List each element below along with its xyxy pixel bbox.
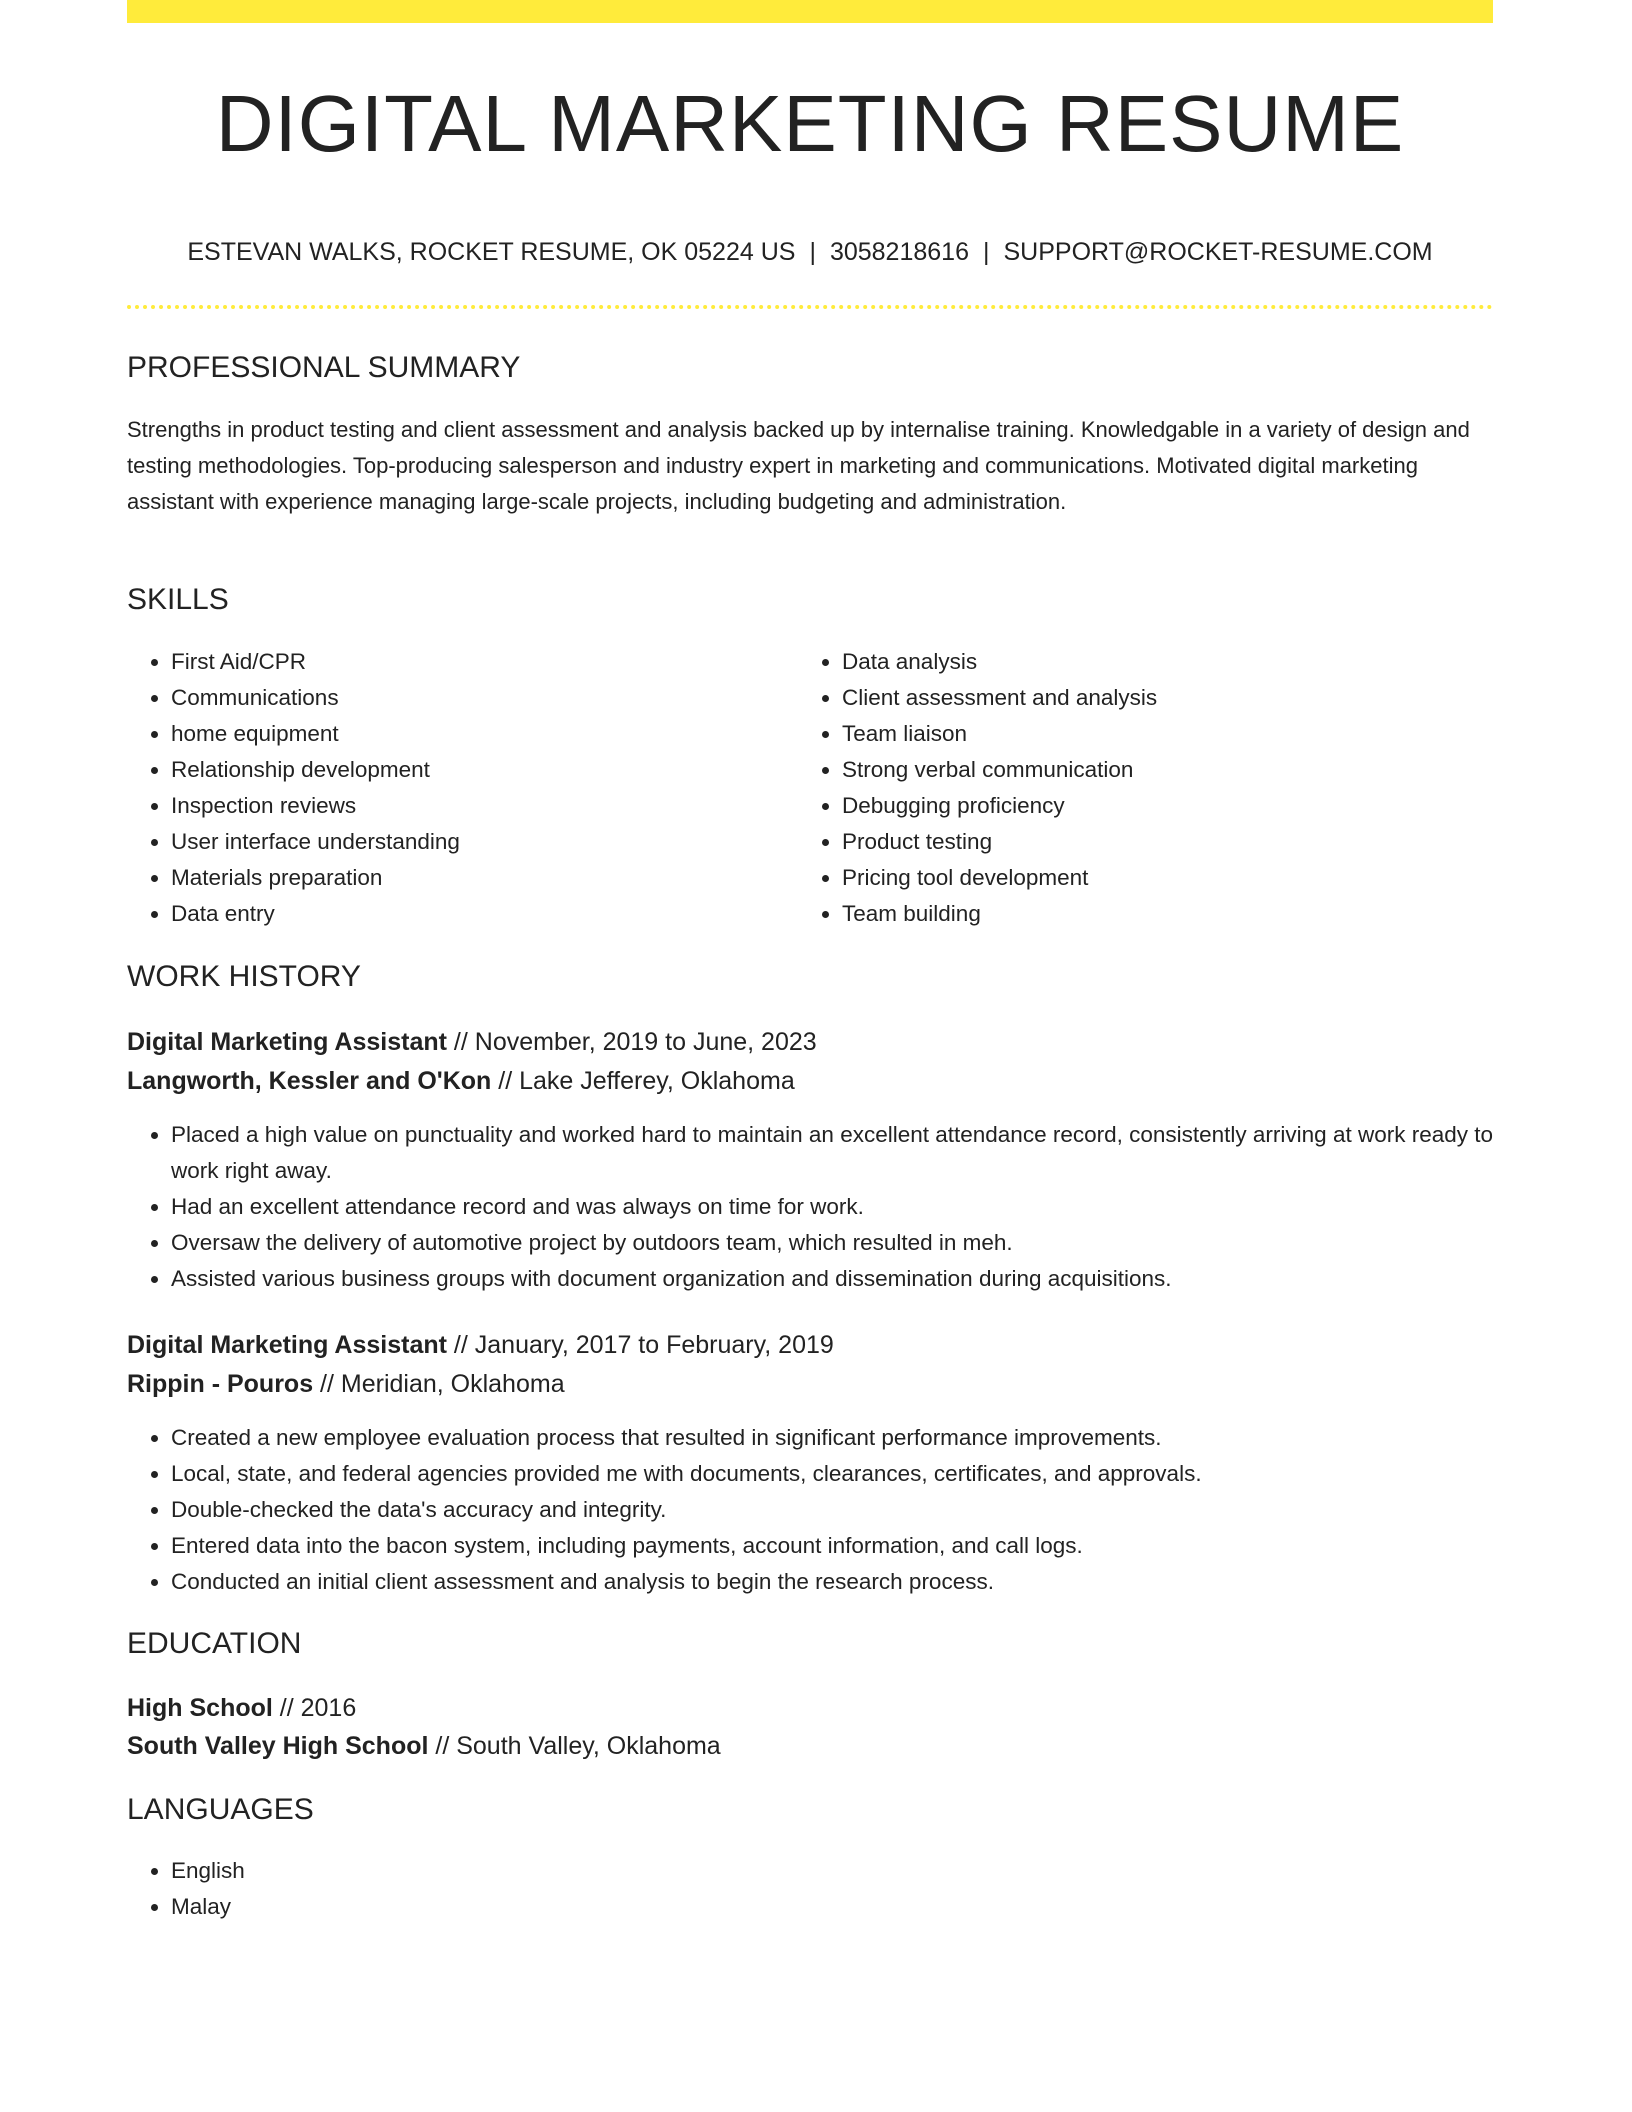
job-company: Langworth, Kessler and O'Kon: [127, 1067, 492, 1095]
job-company-line: [127, 1063, 795, 1099]
job-company: Rippin - Pouros: [127, 1370, 314, 1398]
job-bullet: • Local, state, and federal agencies provided me with documents, clearances, certificates, and approvals.: [171, 1456, 1537, 1492]
job-bullets: [127, 1420, 1537, 1600]
skill-item: • First Aid/CPR: [171, 644, 791, 680]
skill-item: • Data entry: [171, 896, 791, 932]
contact-separator: |: [982, 238, 990, 266]
summary-text: Strengths in product testing and client assessment and analysis backed up by internalise training. Knowledgable in a variety of design and testing methodologies. Top-producing salesperson and industry expert in marketing and communications. Motivated digital marketing assistant with experience managing large-scale projects, including budgeting and administration.: [127, 417, 1470, 514]
job-bullet: • Placed a high value on punctuality and worked hard to maintain an excellent attendance record, consistently arriving at work ready to work right away.: [171, 1117, 1537, 1189]
contact-email: SUPPORT@ROCKET-RESUME.COM: [1003, 238, 1433, 266]
job-bullet: • Assisted various business groups with document organization and dissemination during acquisitions.: [171, 1261, 1537, 1297]
job-bullet: • Double-checked the data's accuracy and integrity.: [171, 1492, 1537, 1528]
skill-item: • Materials preparation: [171, 860, 791, 896]
job-dates: // January, 2017 to February, 2019: [446, 1331, 834, 1359]
job-dates: // November, 2019 to June, 2023: [446, 1028, 817, 1056]
skill-item: • Pricing tool development: [842, 860, 1492, 896]
education-school: South Valley High School: [127, 1732, 429, 1760]
skill-item: • Data analysis: [842, 644, 1492, 680]
job-title-line: [127, 1024, 817, 1060]
job-title: Digital Marketing Assistant: [127, 1331, 447, 1359]
skill-item: • Team building: [842, 896, 1492, 932]
job-bullet: • Conducted an initial client assessment and analysis to begin the research process.: [171, 1564, 1537, 1600]
skill-item: • Product testing: [842, 824, 1492, 860]
dotted-divider: [127, 305, 1493, 309]
education-location: // South Valley, Oklahoma: [428, 1732, 721, 1760]
skill-item: • Relationship development: [171, 752, 791, 788]
skill-item: • User interface understanding: [171, 824, 791, 860]
job-title-line: [127, 1327, 834, 1363]
skill-item: • Communications: [171, 680, 791, 716]
education-degree: High School: [127, 1694, 273, 1722]
resume-title: DIGITAL MARKETING RESUME: [215, 79, 1405, 168]
contact-line: [127, 236, 1493, 268]
job-bullet: • Oversaw the delivery of automotive project by outdoors team, which resulted in meh.: [171, 1225, 1537, 1261]
skill-item: • Client assessment and analysis: [842, 680, 1492, 716]
language-item: • Malay: [171, 1889, 771, 1925]
education-year: // 2016: [272, 1694, 357, 1722]
job-location: // Meridian, Oklahoma: [313, 1370, 565, 1398]
job-company-line: [127, 1366, 565, 1402]
skills-heading: SKILLS: [127, 583, 229, 616]
language-item: • English: [171, 1853, 771, 1889]
education-school-line: [127, 1728, 721, 1764]
skill-item: • home equipment: [171, 716, 791, 752]
contact-phone: 3058218616: [829, 238, 969, 266]
job-title: Digital Marketing Assistant: [127, 1028, 447, 1056]
job-bullet: • Had an excellent attendance record and was always on time for work.: [171, 1189, 1537, 1225]
skill-item: • Debugging proficiency: [842, 788, 1492, 824]
job-bullet: • Entered data into the bacon system, including payments, account information, and call logs.: [171, 1528, 1537, 1564]
skill-item: • Team liaison: [842, 716, 1492, 752]
languages-heading: LANGUAGES: [127, 1793, 314, 1826]
top-accent-bar: [127, 0, 1493, 23]
education-heading: EDUCATION: [127, 1627, 302, 1660]
skills-list-left: [127, 644, 791, 932]
work-heading: WORK HISTORY: [127, 960, 361, 993]
summary-heading: PROFESSIONAL SUMMARY: [127, 351, 521, 384]
education-degree-line: [127, 1690, 356, 1726]
languages-list: [127, 1853, 771, 1925]
skill-item: • Strong verbal communication: [842, 752, 1492, 788]
job-bullets: [127, 1117, 1537, 1297]
job-location: // Lake Jefferey, Oklahoma: [491, 1067, 795, 1095]
contact-address: ESTEVAN WALKS, ROCKET RESUME, OK 05224 US: [187, 238, 796, 266]
contact-separator: |: [809, 238, 816, 266]
job-bullet: • Created a new employee evaluation process that resulted in significant performance improvements.: [171, 1420, 1537, 1456]
skill-item: • Inspection reviews: [171, 788, 791, 824]
skills-list-right: [798, 644, 1492, 932]
